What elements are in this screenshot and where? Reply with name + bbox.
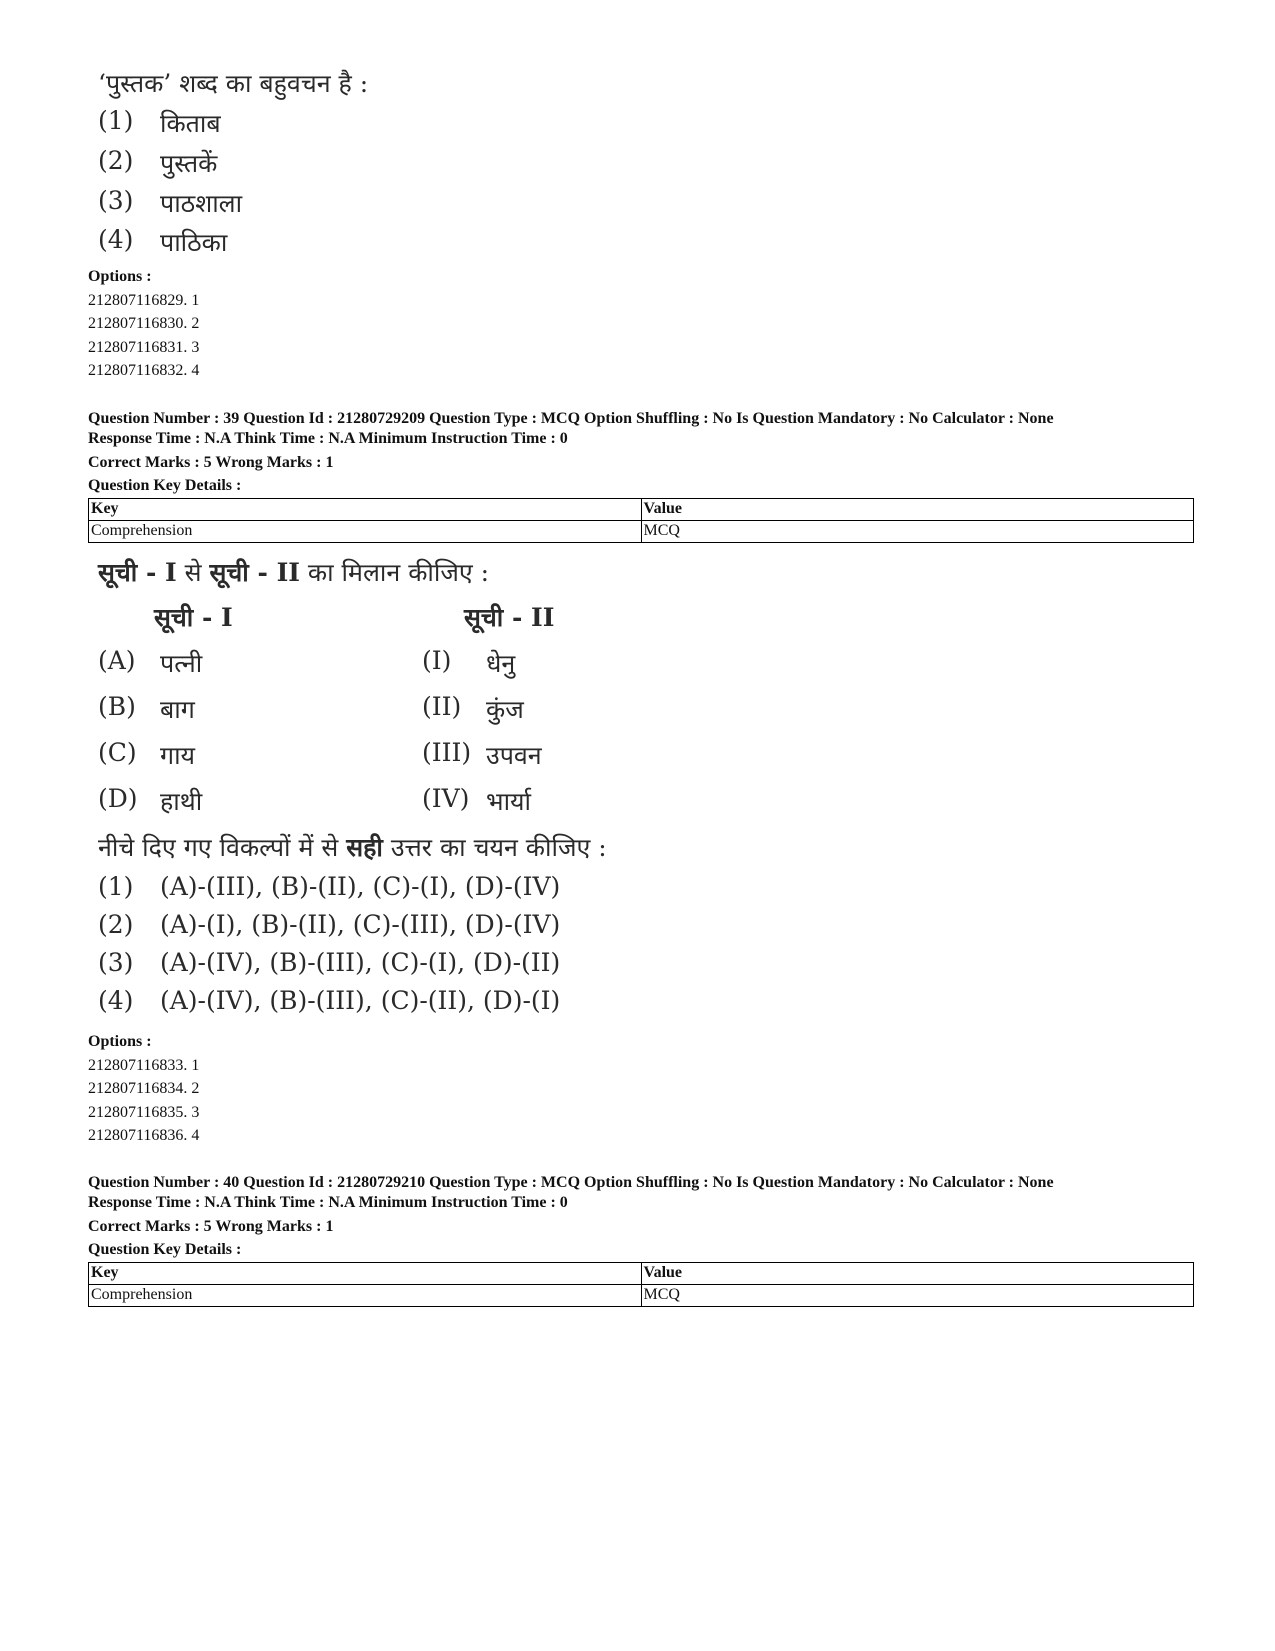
q39-meta [88,409,1054,448]
q38-choice-number: (2) [98,146,134,175]
list2-item: धेनु [486,649,516,678]
q39-key-table [88,498,1194,543]
q40-key-table [88,1262,1194,1307]
table-header-row [89,1263,1194,1285]
option-id: 212807116833. 1 [88,1056,200,1074]
q40-meta [88,1173,1054,1212]
option-id: 212807116834. 2 [88,1080,200,1097]
q38-choice [98,106,221,140]
q38-choice-number: (4) [98,225,134,254]
q39-choice-number: (4) [98,986,134,1015]
list1-item: गाय [160,741,196,770]
q39-prompt-list2: सूची - II [209,558,300,587]
q38-choice-text: पुस्तकें [160,149,218,178]
q39-key-details-label: Question Key Details : [88,477,242,494]
q38-choice-number: (1) [98,106,134,135]
list2-item: उपवन [486,741,542,770]
option-id: 212807116835. 3 [88,1103,200,1121]
table-header-key: Key [89,1263,642,1285]
options-label: Options : [88,268,152,285]
q39-choice-number: (3) [98,948,134,977]
list2-label: (I) [422,646,452,675]
q39-options-block [88,1030,199,1148]
q39-instruction [98,830,607,864]
match-row [98,738,698,772]
list1-label: (C) [98,738,137,767]
list2-item: कुंज [486,695,524,724]
q39-choice [98,948,560,977]
option-id: 212807116830. 2 [88,315,200,332]
q39-choice [98,910,560,939]
q39-choice-text: (A)-(I), (B)-(II), (C)-(III), (D)-(IV) [160,910,561,939]
q39-choice-text: (A)-(III), (B)-(II), (C)-(I), (D)-(IV) [160,872,561,901]
list1-title: सूची - I [154,603,233,632]
list1-item: हाथी [160,787,203,816]
table-cell-key: Comprehension [89,1285,642,1307]
q39-prompt-list1: सूची - I [98,558,177,587]
q38-choice-text: किताब [160,109,221,138]
table-header-value: Value [641,499,1194,521]
instruction-start: नीचे दिए गए विकल्पों में से [98,833,347,862]
option-id: 212807116836. 4 [88,1127,200,1144]
q39-choice [98,986,560,1015]
list2-title: सूची - II [464,603,555,632]
options-label: Options : [88,1033,152,1050]
option-id: 212807116832. 4 [88,362,200,379]
question-meta-line1: Question Number : 39 Question Id : 21280729209 Question Type : MCQ Option Shuffling : No Is Question Mandatory : No Calculator : None [88,410,1054,427]
list1-label: (D) [98,784,138,813]
list1-item: पत्नी [160,649,203,678]
q38-choice [98,225,227,259]
table-cell-value: MCQ [641,1285,1194,1307]
instruction-end: उत्तर का चयन कीजिए : [382,833,607,862]
list1-item: बाग [160,695,195,724]
table-row [89,1285,1194,1307]
q38-choice-number: (3) [98,186,134,215]
list2-label: (II) [422,692,462,721]
match-row [98,692,698,726]
q38-choice-text: पाठिका [160,228,228,257]
table-header-value: Value [641,1263,1194,1285]
q39-prompt-join: से [176,558,210,587]
table-row [89,521,1194,543]
q38-choice [98,186,242,220]
q38-question-text: ‘पुस्तक’ शब्द का बहुवचन है : [98,69,369,98]
table-cell-value: MCQ [641,521,1194,543]
q38-choice-text: पाठशाला [160,189,243,218]
question-meta-line1: Question Number : 40 Question Id : 21280729210 Question Type : MCQ Option Shuffling : No Is Question Mandatory : No Calculator : None [88,1174,1054,1191]
list1-label: (A) [98,646,136,675]
q39-prompt-rest: का मिलान कीजिए : [299,558,490,587]
q40-marks: Correct Marks : 5 Wrong Marks : 1 [88,1218,334,1235]
table-cell-key: Comprehension [89,521,642,543]
match-row [98,646,698,680]
q39-choice [98,872,560,901]
question-meta-line2: Response Time : N.A Think Time : N.A Minimum Instruction Time : 0 [88,429,568,447]
option-id: 212807116829. 1 [88,291,200,309]
instruction-emphasis: सही [346,833,383,862]
table-header-row [89,499,1194,521]
q39-choice-text: (A)-(IV), (B)-(III), (C)-(I), (D)-(II) [160,948,561,977]
q39-question-text [98,555,489,589]
q39-marks: Correct Marks : 5 Wrong Marks : 1 [88,454,334,471]
q39-choice-number: (1) [98,872,134,901]
q39-choice-text: (A)-(IV), (B)-(III), (C)-(II), (D)-(I) [160,986,561,1015]
option-id: 212807116831. 3 [88,338,200,356]
question-meta-line2: Response Time : N.A Think Time : N.A Minimum Instruction Time : 0 [88,1193,568,1211]
match-row [98,784,698,818]
table-header-key: Key [89,499,642,521]
list1-label: (B) [98,692,136,721]
q40-key-details-label: Question Key Details : [88,1241,242,1258]
q38-options-block [88,265,199,383]
q39-choice-number: (2) [98,910,134,939]
list2-label: (IV) [422,784,470,813]
list2-item: भार्या [486,787,532,816]
q38-choice [98,146,217,180]
list2-label: (III) [422,738,472,767]
